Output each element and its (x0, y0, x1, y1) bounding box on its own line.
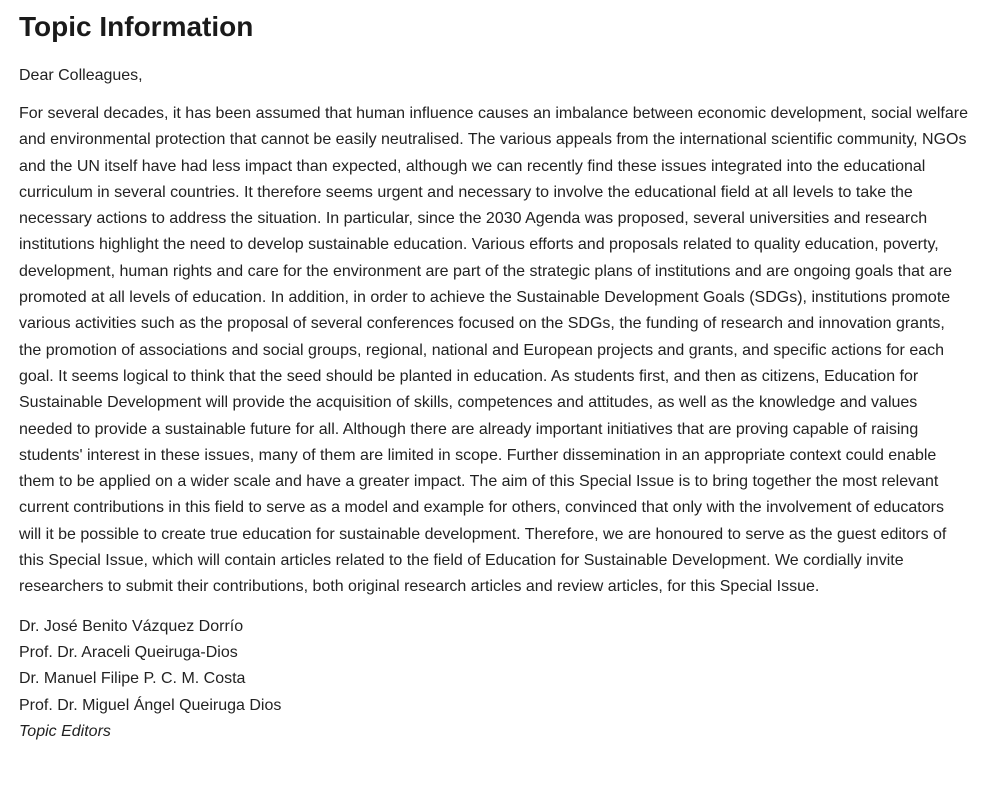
salutation-text: Dear Colleagues, (19, 67, 143, 84)
editor-name: Prof. Dr. Miguel Ángel Queiruga Dios (19, 696, 282, 714)
editor-name: Dr. Manuel Filipe P. C. M. Costa (19, 670, 246, 688)
editor-signatures (19, 614, 969, 745)
editor-name: Dr. José Benito Vázquez Dorrío (19, 617, 244, 635)
editor-name: Prof. Dr. Araceli Queiruga-Dios (19, 643, 238, 661)
page-title: Topic Information (19, 11, 254, 42)
editors-role: Topic Editors (19, 722, 111, 740)
body-paragraph: For several decades, it has been assumed that human influence causes an imbalance between economic development, social welfare and environmental protection that cannot be easily neutralised. The various appeals from the international scientific community, NGOs and the UN itself have had less impact than expected, although we can recently find these issues integrated into the educational curriculum in several countries. It therefore seems urgent and necessary to involve the educational field at all levels to take the necessary actions to address the situation. In particular, since the 2030 Agenda was proposed, several universities and research institutions highlight the need to develop sustainable education. Various efforts and proposals related to quality education, poverty, development, human rights and care for the environment are part of the strategic plans of institutions and are ongoing goals that are promoted at all levels of education. In addition, in order to achieve the Sustainable Development Goals (SDGs), institutions promote various activities such as the proposal of several conferences focused on the SDGs, the funding of research and innovation grants, the promotion of associations and social groups, regional, national and European projects and grants, and specific actions for each goal. It seems logical to think that the seed should be planted in education. As students first, and then as citizens, Education for Sustainable Development will provide the acquisition of skills, competences and attitudes, as well as the knowledge and values needed to provide a sustainable future for all. Although there are already important initiatives that are proving capable of raising students' interest in these issues, many of them are limited in scope. Further dissemination in an appropriate context could enable them to be applied on a wider scale and have a greater impact. The aim of this Special Issue is to bring together the most relevant current contributions in this field to serve as a model and example for others, convinced that only with the involvement of educators will it be possible to create true education for sustainable development. Therefore, we are honoured to serve as the guest editors of this Special Issue, which will contain articles related to the field of Education for Sustainable Development. We cordially invite researchers to submit their contributions, both original research articles and review articles, for this Special Issue. (19, 105, 968, 596)
